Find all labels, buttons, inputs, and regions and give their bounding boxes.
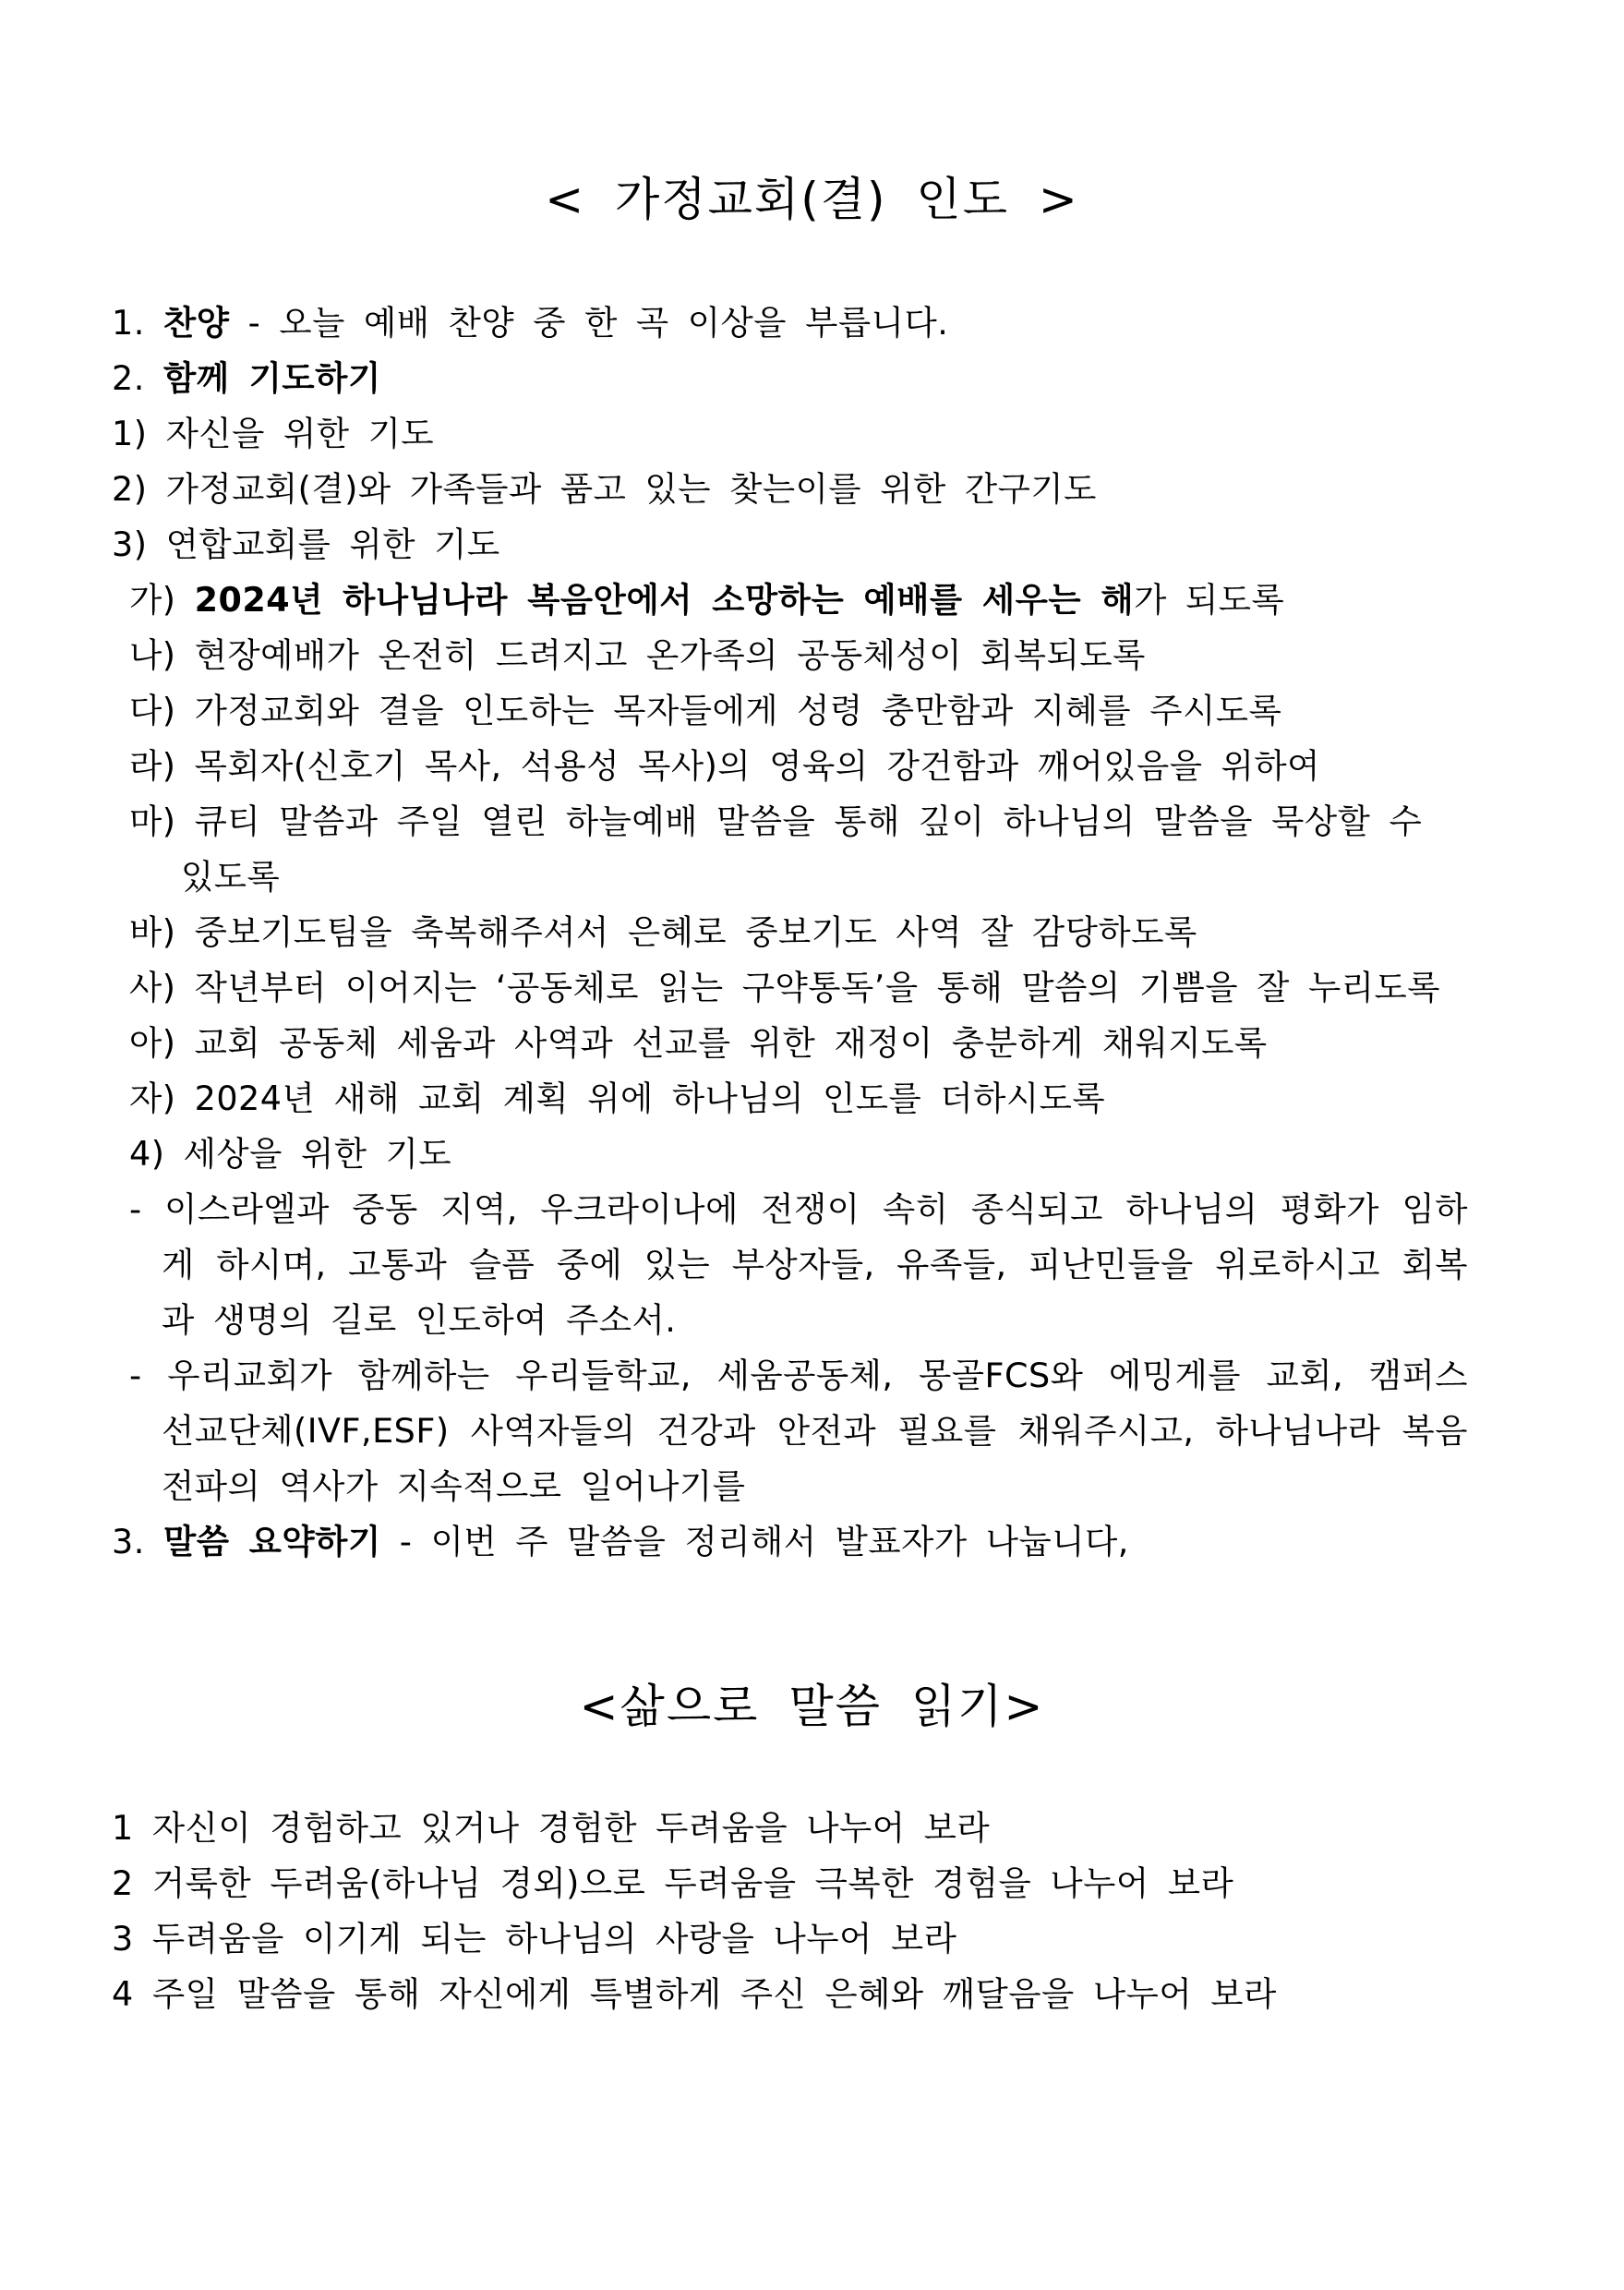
question-1: 1 자신이 경험하고 있거나 경험한 두려움을 나누어 보라 (112, 1808, 991, 1848)
question-3: 3 두려움을 이기게 되는 하나님의 사랑을 나누어 보라 (112, 1919, 957, 1959)
sub-item-ma-continued: 있도록 (181, 857, 281, 897)
item-sermon-summary (112, 1522, 1129, 1562)
sub-item-ga (129, 580, 1284, 621)
prayer-united-church: 3) 연합교회를 위한 기도 (112, 524, 500, 564)
sub-item-bold: 2024년 하나님나라 복음안에서 소망하는 예배를 세우는 해 (194, 580, 1135, 620)
world-prayer-1-line-2: 게 하시며, 고통과 슬픔 중에 있는 부상자들, 유족들, 피난민들을 위로하시고 회복 (162, 1245, 1468, 1284)
question-2: 2 거룩한 두려움(하나님 경외)으로 두려움을 극복한 경험을 나누어 보라 (112, 1863, 1234, 1903)
item-praise (112, 303, 948, 344)
world-prayer-1-line-1: - 이스라엘과 중동 지역, 우크라이나에 전쟁이 속히 종식되고 하나님의 평화가 임하 (129, 1189, 1468, 1229)
item-label: 말씀 요약하기 (162, 1522, 381, 1561)
sub-item-a: 아) 교회 공동체 세움과 사역과 선교를 위한 재정이 충분하게 채워지도록 (129, 1023, 1268, 1063)
sub-item-ba: 바) 중보기도팀을 축복해주셔서 은혜로 중보기도 사역 잘 감당하도록 (129, 912, 1197, 952)
prayer-world: 4) 세상을 위한 기도 (129, 1134, 452, 1174)
item-text: - 이번 주 말씀을 정리해서 발표자가 나눕니다, (380, 1522, 1129, 1561)
world-prayer-1-line-3: 과 생명의 길로 인도하여 주소서. (162, 1300, 677, 1340)
sub-item-da: 다) 가정교회와 결을 인도하는 목자들에게 성령 충만함과 지혜를 주시도록 (129, 691, 1282, 730)
section-title-house-church: < 가정교회(결) 인도 > (545, 173, 1079, 226)
world-prayer-2-line-2: 선교단체(IVF,ESF) 사역자들의 건강과 안전과 필요를 채워주시고, 하나님나라 복음 (162, 1411, 1468, 1451)
sub-item-prefix: 가) (129, 580, 195, 620)
sub-item-sa: 사) 작년부터 이어지는 ‘공동체로 읽는 구약통독’을 통해 말씀의 기쁨을 잘 누리도록 (129, 968, 1441, 1007)
item-text: - 오늘 예배 찬양 중 한 곡 이상을 부릅니다. (229, 303, 949, 343)
world-prayer-2-line-3: 전파의 역사가 지속적으로 일어나기를 (162, 1466, 746, 1506)
item-number: 3. (112, 1522, 145, 1561)
item-label: 찬양 (162, 303, 230, 343)
item-pray-together (112, 358, 381, 399)
item-number: 2. (112, 358, 145, 398)
world-prayer-2-line-1: - 우리교회가 함께하는 우리들학교, 세움공동체, 몽골FCS와 에밍게를 교회, 캠퍼스 (129, 1356, 1468, 1395)
section-title-reading-with-life: <삶으로 말씀 읽기> (579, 1680, 1045, 1733)
sub-item-ma: 마) 큐티 말씀과 주일 열린 하늘예배 말씀을 통해 깊이 하나님의 말씀을 묵상할 수 (129, 802, 1423, 841)
prayer-house-church: 2) 가정교회(결)와 가족들과 품고 있는 찾는이를 위한 간구기도 (112, 469, 1097, 509)
question-4: 4 주일 말씀을 통해 자신에게 특별하게 주신 은혜와 깨달음을 나누어 보라 (112, 1974, 1277, 2014)
sub-item-na: 나) 현장예배가 온전히 드려지고 온가족의 공동체성이 회복되도록 (129, 635, 1146, 675)
sub-item-rest: 가 되도록 (1134, 580, 1285, 620)
item-label: 함께 기도하기 (162, 358, 381, 398)
sub-item-ra: 라) 목회자(신호기 목사, 석용성 목사)의 영육의 강건함과 깨어있음을 위하여 (129, 746, 1320, 786)
prayer-self: 1) 자신을 위한 기도 (112, 414, 435, 453)
sub-item-ja: 자) 2024년 새해 교회 계획 위에 하나님의 인도를 더하시도록 (129, 1079, 1106, 1118)
item-number: 1. (112, 303, 145, 343)
